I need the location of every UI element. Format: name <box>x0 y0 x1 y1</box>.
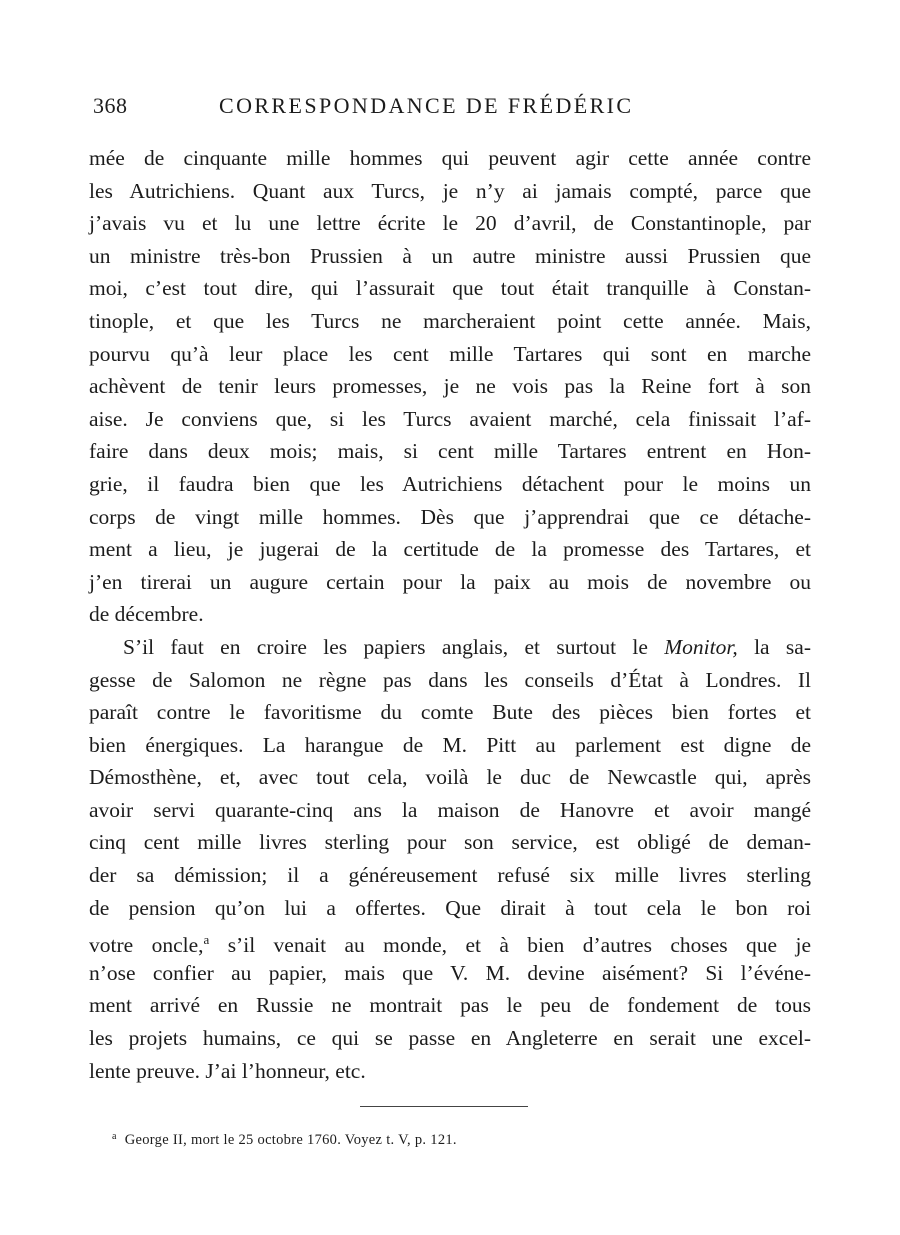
text-line: bien énergiques. La harangue de M. Pitt au parlement est digne de <box>89 732 811 757</box>
text-line: paraît contre le favoritisme du comte Bute des pièces bien fortes et <box>89 700 811 725</box>
text-line: un ministre très-bon Prussien à un autre ministre aussi Prussien que <box>89 243 811 268</box>
body-text <box>89 142 811 1087</box>
text-segment: la sa- <box>737 634 811 659</box>
text-line: Démosthène, et, avec tout cela, voilà le duc de Newcastle qui, après <box>89 765 811 790</box>
text-line: j’avais vu et lu une lettre écrite le 20 d’avril, de Constantinople, par <box>89 211 811 236</box>
text-line: ment a lieu, je jugerai de la certitude de la promesse des Tartares, et <box>89 537 811 562</box>
text-line: n’ose confier au papier, mais que V. M. devine aisément? Si l’événe- <box>89 960 811 985</box>
text-line: tinople, et que les Turcs ne marcheraient point cette année. Mais, <box>89 308 811 333</box>
footnote-divider <box>360 1106 528 1107</box>
text-line: de décembre. <box>89 602 204 627</box>
text-line: les projets humains, ce qui se passe en Angleterre en serait une excel- <box>89 1026 811 1051</box>
running-title: CORRESPONDANCE DE FRÉDÉRIC <box>219 93 634 118</box>
text-line: moi, c’est tout dire, qui l’assurait que tout était tranquille à Constan- <box>89 276 811 301</box>
text-segment: votre oncle, <box>89 933 204 958</box>
text-line: de pension qu’on lui a offertes. Que dirait à tout cela le bon roi <box>89 895 811 920</box>
text-line: avoir servi quarante-cinq ans la maison de Hanovre et avoir mangé <box>89 797 811 822</box>
text-line: pourvu qu’à leur place les cent mille Tartares qui sont en marche <box>89 341 811 366</box>
text-line: ment arrivé en Russie ne montrait pas le peu de fondement de tous <box>89 993 811 1018</box>
text-line: faire dans deux mois; mais, si cent mille Tartares entrent en Hon- <box>89 439 811 464</box>
text-line: j’en tirerai un augure certain pour la paix au mois de novembre ou <box>89 569 811 594</box>
text-line: der sa démission; il a généreusement refusé six mille livres sterling <box>89 863 811 888</box>
footnote-reference[interactable]: a <box>203 932 210 948</box>
text-line: mée de cinquante mille hommes qui peuvent agir cette année contre <box>89 146 811 170</box>
text-segment: S’il faut en croire les papiers anglais, et surtout le <box>123 634 665 659</box>
footnote-marker: a <box>112 1131 117 1142</box>
paragraph-first-line <box>89 631 811 664</box>
page-header <box>93 93 793 127</box>
text-line: gesse de Salomon ne règne pas dans les conseils d’État à Londres. Il <box>89 667 811 692</box>
text-line: lente preuve. J’ai l’honneur, etc. <box>89 1058 366 1083</box>
text-segment: s’il venait au monde, et à bien d’autres choses que je <box>209 933 811 958</box>
text-line: cinq cent mille livres sterling pour son service, est obligé de deman- <box>89 830 811 855</box>
text-line: grie, il faudra bien que les Autrichiens détachent pour le moins un <box>89 471 811 496</box>
page-number: 368 <box>93 93 128 118</box>
footnote <box>112 1131 457 1149</box>
italic-title: Monitor, <box>664 634 738 659</box>
text-line: achèvent de tenir leurs promesses, je ne vois pas la Reine fort à son <box>89 374 811 399</box>
text-line: aise. Je conviens que, si les Turcs avaient marché, cela finissait l’af- <box>89 406 811 431</box>
text-line-with-footnote-ref <box>89 924 811 957</box>
footnote-text: George II, mort le 25 octobre 1760. Voyez t. V, p. 121. <box>124 1132 457 1148</box>
text-line: les Autrichiens. Quant aux Turcs, je n’y ai jamais compté, parce que <box>89 178 811 203</box>
text-line: corps de vingt mille hommes. Dès que j’apprendrai que ce détache- <box>89 504 811 529</box>
